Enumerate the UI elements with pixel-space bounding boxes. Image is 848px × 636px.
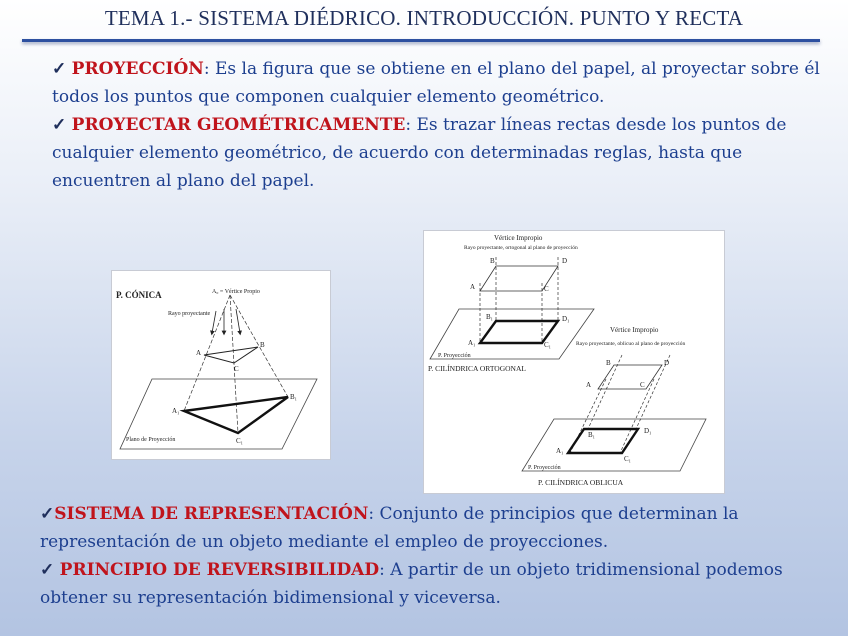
- term-proyectar: PROYECTAR GEOMÉTRICAMENTE: [71, 115, 406, 135]
- oblique-ray-label: Rayo proyectante, oblicuo al plano de proyección: [576, 341, 686, 347]
- point-a1-label: A₁: [172, 407, 180, 415]
- ortho-point-d: D: [562, 257, 568, 265]
- oblique-ray-b: [588, 355, 622, 429]
- conic-heading: P. CÓNICA: [116, 290, 162, 300]
- oblique-point-c: C: [640, 381, 645, 389]
- term-proyeccion: PROYECCIÓN: [71, 59, 204, 79]
- definition-body: : A partir de un objeto tridimensional podemos obtener su representación bidimensional y viceversa.: [40, 560, 783, 608]
- ray-b: [230, 295, 288, 397]
- object-triangle: [204, 347, 258, 363]
- page-title: TEMA 1.- SISTEMA DIÉDRICO. INTRODUCCIÓN. PUNTO Y RECTA: [104, 6, 744, 30]
- definition-body: : Es trazar líneas rectas desde los puntos de cualquier elemento geométrico, de acuerdo con determinadas reglas, hasta que encuentren al plano del papel.: [52, 115, 787, 191]
- conic-vertex-label: A₀ = Vértice Propio: [212, 289, 260, 295]
- ortho-projection: [480, 321, 558, 343]
- oblique-ray-c: [620, 379, 654, 453]
- top-definitions: [52, 55, 822, 195]
- oblique-point-a1: A₁: [556, 447, 564, 455]
- definition-reversibilidad: [40, 556, 840, 612]
- oblique-projection: [568, 429, 638, 453]
- ortho-caption: P. CILÍNDRICA ORTOGONAL: [428, 364, 526, 373]
- check-icon: ✓: [40, 560, 55, 580]
- ortho-point-a: A: [470, 283, 476, 291]
- oblique-point-b1: B₁: [588, 431, 596, 439]
- conic-projection-figure: [111, 270, 331, 460]
- ortho-point-d1: D₁: [562, 315, 570, 323]
- bottom-definitions: [40, 500, 840, 612]
- projected-triangle: [184, 397, 288, 433]
- oblique-vertex-label: Vértice Impropio: [610, 326, 659, 334]
- conic-plane-label: Plano de Proyección: [126, 437, 176, 443]
- point-c1-label: C₁: [236, 437, 244, 445]
- point-a-label: A: [196, 349, 202, 357]
- arrow-3: [212, 311, 216, 333]
- arrow-2: [236, 309, 240, 333]
- ortho-plane-label: P. Proyección: [438, 353, 471, 359]
- ortho-point-c1: C₁: [544, 341, 552, 349]
- definition-proyeccion: [52, 55, 822, 111]
- oblique-point-d: D: [664, 359, 670, 367]
- oblique-object: [598, 365, 662, 389]
- oblique-point-a: A: [586, 381, 592, 389]
- term-sistema: SISTEMA DE REPRESENTACIÓN: [54, 504, 369, 524]
- ortho-vertex-label: Vértice Impropio: [494, 234, 543, 242]
- ortho-point-c: C: [544, 285, 549, 293]
- oblique-plane-label: P. Proyección: [528, 465, 561, 471]
- definition-body: : Es la figura que se obtiene en el plano del papel, al proyectar sobre él todos los puntos que componen cualquier elemento geométrico.: [52, 59, 820, 107]
- title-underline: [22, 39, 820, 42]
- ortho-point-b: B: [490, 257, 495, 265]
- oblique-plane: [522, 419, 706, 471]
- ortho-point-b1: B₁: [486, 313, 494, 321]
- oblique-point-d1: D₁: [644, 427, 652, 435]
- ortho-ray-label: Rayo proyectante, ortogonal al plano de proyección: [464, 245, 578, 251]
- term-reversibilidad: PRINCIPIO DE REVERSIBILIDAD: [59, 560, 380, 580]
- check-icon: ✓: [52, 59, 67, 79]
- definition-sistema: [40, 500, 840, 556]
- oblique-caption: P. CILÍNDRICA OBLICUA: [538, 478, 624, 487]
- check-icon: ✓: [40, 504, 55, 524]
- point-b1-label: B₁: [290, 393, 298, 401]
- point-b-label: B: [260, 341, 265, 349]
- cylindrical-diagram: [424, 231, 724, 493]
- conic-diagram: [112, 271, 330, 459]
- cylindrical-projection-figure: [423, 230, 725, 494]
- definition-body: : Conjunto de principios que determinan la representación de un objeto mediante el empleo de proyecciones.: [40, 504, 739, 552]
- point-c-label: C: [234, 365, 239, 373]
- definition-proyectar: [52, 111, 822, 195]
- check-icon: ✓: [52, 115, 67, 135]
- oblique-point-c1: C₁: [624, 455, 632, 463]
- ortho-point-a1: A₁: [468, 339, 476, 347]
- conic-ray-label: Rayo proyectante: [168, 311, 211, 317]
- oblique-point-b: B: [606, 359, 611, 367]
